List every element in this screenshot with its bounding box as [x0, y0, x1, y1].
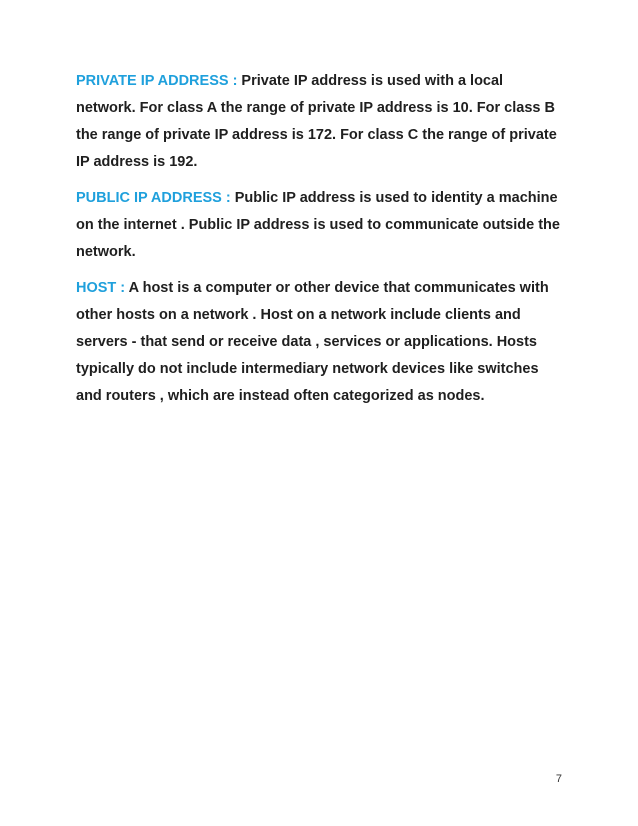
page-content [76, 68, 566, 419]
host-term: HOST : [76, 280, 126, 296]
public-ip-term: PUBLIC IP ADDRESS : [76, 190, 231, 206]
public-ip-paragraph [76, 185, 566, 266]
private-ip-paragraph [76, 68, 566, 176]
public-ip-definition: Public IP address is used to identity a machine on the internet . Public IP address is used to communicate outside the network. [76, 190, 560, 260]
page-number: 7 [555, 773, 562, 785]
private-ip-term: PRIVATE IP ADDRESS : [76, 73, 238, 89]
host-paragraph [76, 275, 566, 410]
host-definition: A host is a computer or other device that communicates with other hosts on a network . Host on a network include clients and servers - that send or receive data , services or applications. Hosts typically do not include intermediary network devices like switches and routers , which are instead often categorized as nodes. [76, 280, 549, 404]
private-ip-definition: Private IP address is used with a local network. For class A the range of private IP address is 10. For class B the range of private IP address is 172. For class C the range of private IP address is 192. [76, 73, 557, 170]
